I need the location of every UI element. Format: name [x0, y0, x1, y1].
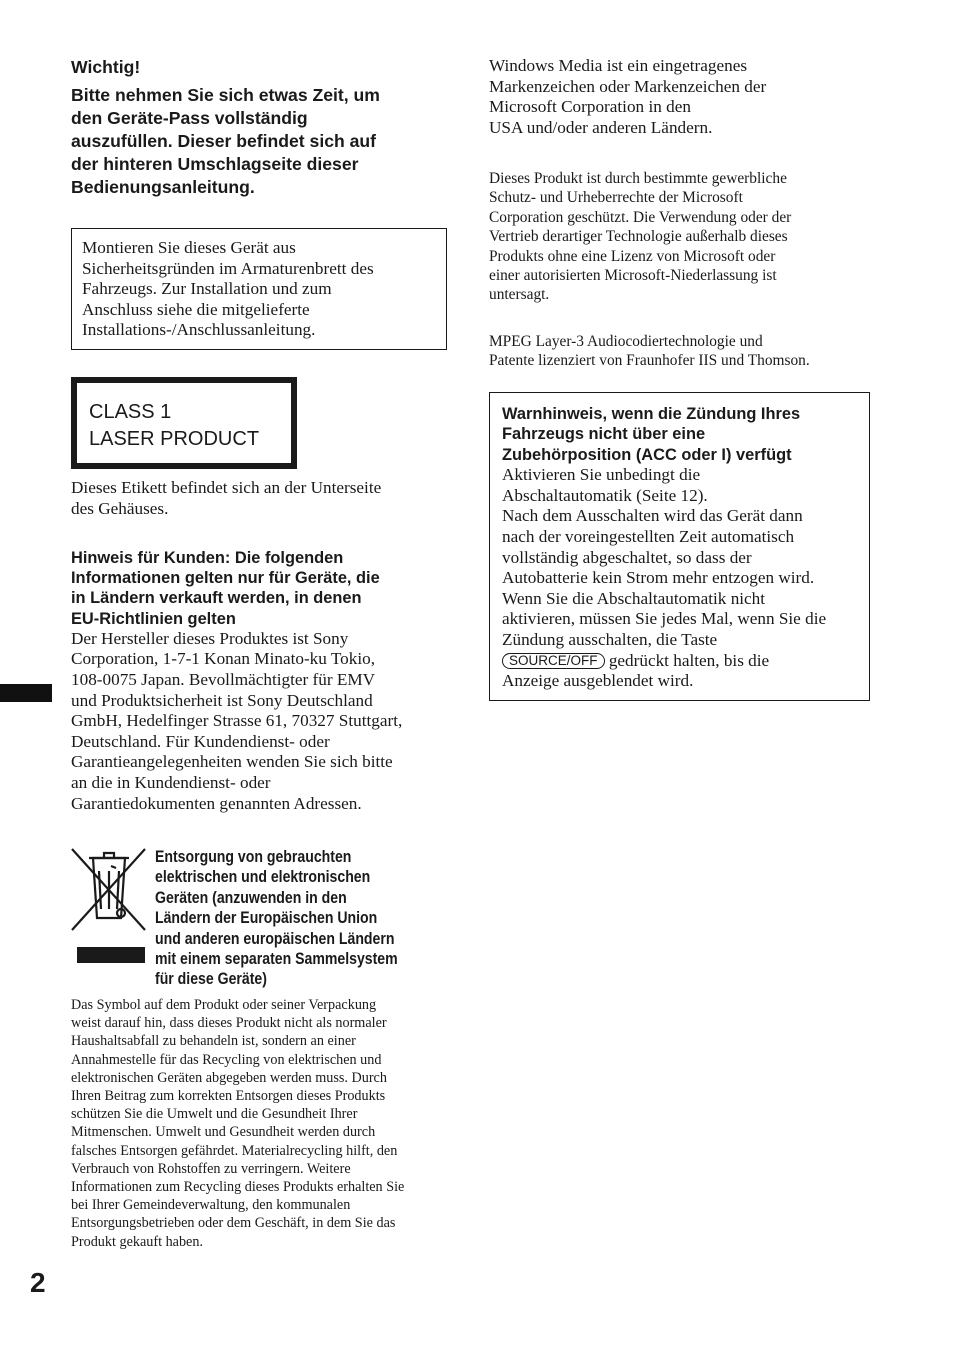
- section-tab-marker: [0, 684, 52, 702]
- windows-media-text: Windows Media ist ein eingetragenes Markenzeichen oder Markenzeichen der Microsoft Corporation in den USA und/oder anderen Ländern.: [489, 56, 767, 137]
- microsoft-ip-text: Dieses Produkt ist durch bestimmte gewerbliche Schutz- und Urheberrechte der Microsoft Corporation geschützt. Die Verwendung oder der Vertrieb derartiger Technologie außerhalb dieses Produkts ohne eine Lizenz von Microsoft oder einer autorisierten Microsoft-Niederlassung ist untersagt.: [489, 170, 792, 304]
- laser-label-line1: CLASS 1: [89, 401, 172, 423]
- disposal-body: Das Symbol auf dem Produkt oder seiner Verpackung weist darauf hin, dass dieses Produkt nicht als normaler Haushaltsabfall zu behandeln ist, sondern an einer Annahmestelle für das Recycling von elektrischen und elektronischen Geräten abgegeben werden muss. Durch Ihren Beitrag zum korrekten Entsorgen dieses Produkts schützen Sie die Umwelt und die Gesundheit Ihrer Mitmenschen. Umwelt und Gesundheit werden durch falsches Entsorgen gefährdet. Materialrecycling hilft, den Verbrauch von Rohstoffen zu verringern. Weitere Informationen zum Recycling dieses Produkts erhalten Sie bei Ihrer Gemeindeverwaltung, den kommunalen Entsorgungsbetrieben oder dem Geschäft, in dem Sie das Produkt gekauft haben.: [71, 997, 405, 1250]
- mounting-note-box: [71, 228, 447, 350]
- important-heading: Wichtig!: [71, 57, 141, 77]
- page-number: 2: [30, 1267, 46, 1298]
- source-off-button-symbol: SOURCE/OFF: [502, 653, 605, 669]
- laser-label-note: Dieses Etikett befindet sich an der Unterseite des Gehäuses.: [71, 478, 382, 518]
- customer-notice-heading: Hinweis für Kunden: Die folgenden Informationen gelten nur für Geräte, die in Ländern verkauft werden, in denen EU-Richtlinien gelten: [71, 549, 380, 628]
- mpeg-license-text: MPEG Layer-3 Audiocodiertechnologie und Patente lizenziert von Fraunhofer IIS und Thomson.: [489, 333, 810, 370]
- customer-notice: [71, 548, 451, 814]
- customer-notice-body: Der Hersteller dieses Produktes ist Sony Corporation, 1-7-1 Konan Minato-ku Tokio, 108-0075 Japan. Bevollmächtigter für EMV und Produktsicherheit ist Sony Deutschland GmbH, Hedelfinger Strasse 61, 70327 Stuttgart, Deutschland. Für Kundendienst- oder Garantieangelegenheiten wenden Sie sich bitte an die in Kundendienst- oder Garantiedokumenten genannten Adressen.: [71, 628, 403, 813]
- microsoft-ip-notice: [489, 169, 871, 305]
- important-section: [71, 56, 451, 199]
- disposal-heading: Entsorgung von gebrauchten elektrischen und elektronischen Geräten (anzuwenden in den Ländern der Europäischen Union und anderen europäischen Ländern mit einem separaten Sammelsystem für diese Geräte): [155, 848, 398, 989]
- laser-class-label: [71, 377, 297, 469]
- warning-tail-a: gedrückt halten, bis die: [608, 650, 770, 670]
- warning-tail-b: Anzeige ausgeblendet wird.: [502, 671, 694, 691]
- laser-label-note-block: [71, 478, 451, 519]
- mpeg-license-notice: [489, 332, 871, 371]
- crossed-out-wheelie-bin-icon: [71, 846, 147, 968]
- warning-tail-line: [502, 651, 861, 672]
- warning-heading: Warnhinweis, wenn die Zündung Ihres Fahrzeugs nicht über eine Zubehörposition (ACC oder I) verfügt: [502, 405, 801, 464]
- ignition-warning-box: [489, 392, 870, 701]
- laser-label-line2: LASER PRODUCT: [89, 428, 260, 450]
- warning-body: Aktivieren Sie unbedingt die Abschaltautomatik (Seite 12). Nach dem Ausschalten wird das Gerät dann nach der voreingestellten Zeit automatisch vollständig abgeschaltet, so dass der Autobatterie kein Strom mehr entzogen wird. Wenn Sie die Abschaltautomatik nicht aktivieren, müssen Sie jedes Mal, wenn Sie die Zündung ausschalten, die Taste: [502, 465, 827, 649]
- important-body: Bitte nehmen Sie sich etwas Zeit, um den Geräte-Pass vollständig auszufüllen. Dieser befindet sich auf der hinteren Umschlagseite dieser Bedienungsanleitung.: [71, 85, 380, 197]
- disposal-body-block: [71, 996, 451, 1251]
- mounting-note: Montieren Sie dieses Gerät aus Sicherheitsgründen im Armaturenbrett des Fahrzeugs. Zur Installation und zum Anschluss siehe die mitgelieferte Installations-/Anschlussanleitung.: [82, 238, 374, 340]
- windows-media-notice: [489, 56, 871, 138]
